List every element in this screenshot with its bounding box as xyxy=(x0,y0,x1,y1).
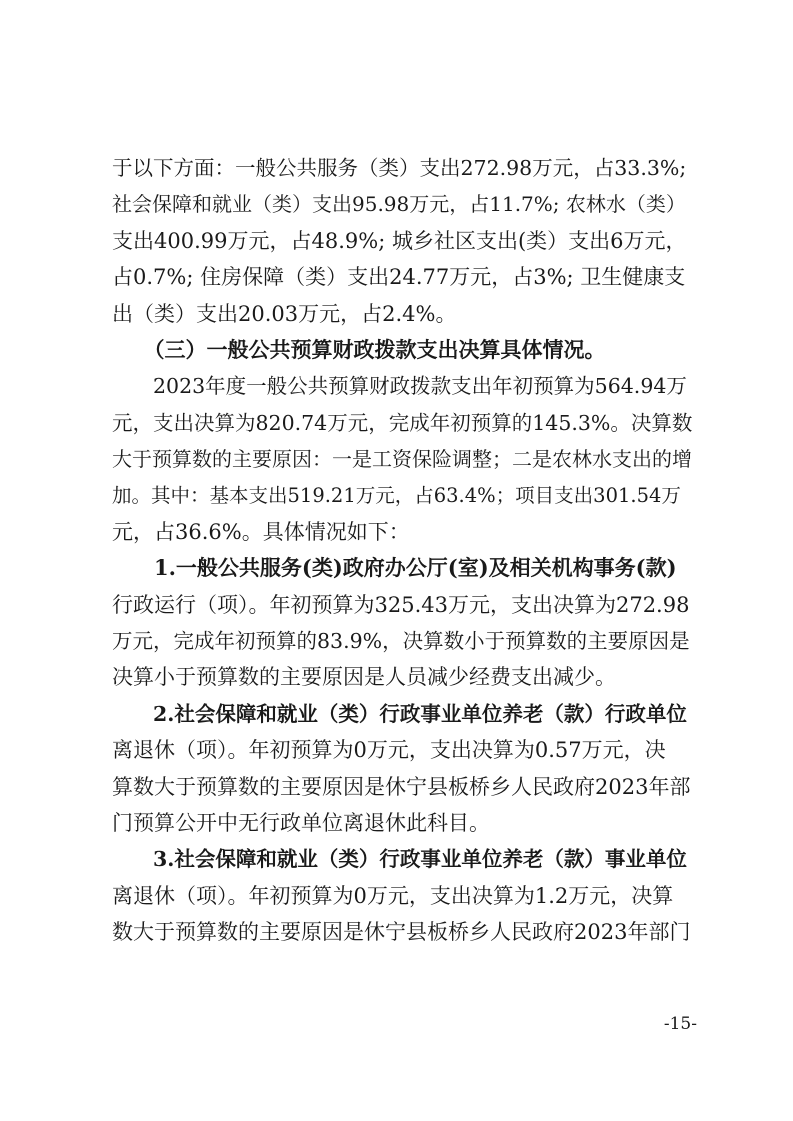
text-line: 支出400.99万元，占48.9%; 城乡社区支出(类）支出6万元， xyxy=(112,228,687,253)
text-line: 出（类）支出20.03万元，占2.4%。 xyxy=(112,301,457,326)
text-line: 行政运行（项）。年初预算为325.43万元，支出决算为272.98 xyxy=(112,592,690,617)
text-line: 1.一般公共服务(类)政府办公厅(室)及相关机构事务(款) xyxy=(112,555,677,581)
text-line: 2.社会保障和就业（类）行政事业单位养老（款）行政单位 xyxy=(112,701,687,726)
text-line: 加。其中：基本支出519.21万元，占63.4%；项目支出301.54万 xyxy=(112,483,681,507)
text-line: 离退休（项）。年初预算为0万元，支出决算为0.57万元，决 xyxy=(112,738,666,763)
text-line: 2023年度一般公共预算财政拨款支出年初预算为564.94万 xyxy=(112,374,687,399)
text-line: 3.社会保障和就业（类）行政事业单位养老（款）事业单位 xyxy=(112,847,687,872)
text-line: 占0.7%; 住房保障（类）支出24.77万元，占3%; 卫生健康支 xyxy=(112,265,686,290)
text-line: 离退休（项）。年初预算为0万元，支出决算为1.2万元，决算 xyxy=(112,883,674,908)
text-line: 决算小于预算数的主要原因是人员减少经费支出减少。 xyxy=(112,665,616,690)
text-line: 数大于预算数的主要原因是休宁县板桥乡人民政府2023年部门 xyxy=(112,920,691,945)
page-number: -15- xyxy=(663,1014,697,1034)
text-line: 万元，完成年初预算的83.9%，决算数小于预算数的主要原因是 xyxy=(112,629,690,654)
text-line: 元，占36.6%。具体情况如下： xyxy=(112,519,410,544)
text-line: 算数大于预算数的主要原因是休宁县板桥乡人民政府2023年部 xyxy=(112,774,691,799)
text-line: （三）一般公共预算财政拨款支出决算具体情况。 xyxy=(112,336,606,362)
text-line: 社会保障和就业（类）支出95.98万元，占11.7%; 农林水（类） xyxy=(112,192,686,217)
text-line: 门预算公开中无行政单位离退休此科目。 xyxy=(112,811,490,836)
text-line: 元，支出决算为820.74万元，完成年初预算的145.3%。决算数 xyxy=(112,410,693,435)
body-text xyxy=(112,150,694,951)
text-line: 大于预算数的主要原因：一是工资保险调整；二是农林水支出的增 xyxy=(112,447,692,472)
text-line: 于以下方面：一般公共服务（类）支出272.98万元，占33.3%; xyxy=(112,156,687,180)
